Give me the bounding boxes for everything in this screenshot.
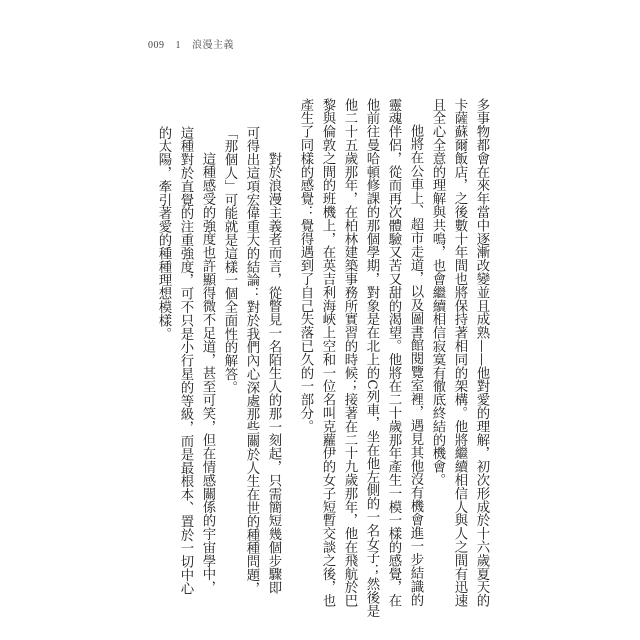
quote-column: 這種對於直覺的注重強度，可不只是小行星的等級，而是最根本、置於一切中心 — [178, 126, 193, 595]
body-text — [152, 98, 492, 618]
text-column: 他前往曼哈頓修課的那個學期，對象是在北上的C列車，坐在他左側的一名女子；然後是 — [364, 98, 379, 618]
text-column: 靈魂伴侶，從而再次體驗又苦又甜的渴望。他將在二十歲那年產生一模一樣的感覺，在 — [386, 98, 401, 608]
text-column: 卡薩蘇爾飯店，之後數十年間也將保持著相同的架構。他將繼續相信人與人之間有迅速 — [452, 98, 467, 608]
page-number: 009 — [148, 40, 165, 51]
quote-column: 的太陽，牽引著愛的種種理想模樣。 — [156, 126, 171, 341]
text-column: 且全心全意的理解與共鳴，也會繼續相信寂寞有徹底終結的機會。 — [430, 98, 445, 487]
text-column: 他將在公車上、超市走道，以及圖書館閱覽室裡，遇見其他沒有機會進一步結識的 — [408, 124, 423, 607]
quote-column: 「那個人」可能就是這樣一個全面性的解答。 — [222, 126, 237, 394]
text-column: 黎與倫敦之間的班機上，在英吉利海峽上空和一位名叫克蘿伊的女子短暫交談之後，也 — [320, 98, 335, 608]
quote-column: 這種感受的強度也許顯得微不足道，甚至可笑，但在情感關係的宇宙學中， — [200, 152, 215, 595]
quote-column: 可得出這項宏偉重大的結論：對於我們內心深處那些關於人生在世的種種問題， — [244, 126, 259, 595]
text-column: 多事物都會在來年當中逐漸改變並且成熟——他對愛的理解，初次形成於十六歲夏天的 — [474, 98, 489, 608]
text-column: 產生了同樣的感覺：覺得遇到了自己失落已久的一部分。 — [298, 98, 313, 433]
chapter-title: 浪漫主義 — [192, 40, 234, 51]
quote-column: 對於浪漫主義者而言，從瞥見一名陌生人的那一刻起，只需簡短幾個步驟即 — [266, 152, 281, 595]
text-column: 他二十五歲那年，在柏林建築事務所實習的時候；接著在二十九歲那年，他在飛航於巴 — [342, 98, 357, 608]
chapter-number: 1 — [175, 40, 181, 51]
running-header — [148, 36, 234, 51]
